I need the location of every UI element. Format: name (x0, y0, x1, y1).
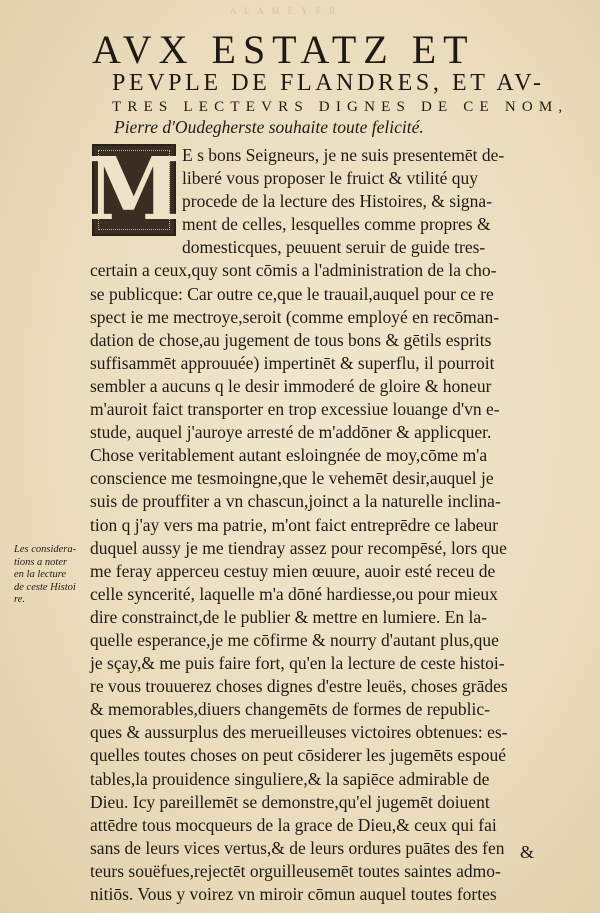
text-line: sembler a aucuns q le desir immoderé de gloire & honeur (90, 375, 492, 396)
margin-note-line: tions a noter (14, 556, 68, 568)
text-line: teurs souëfues,rejectēt orguilleusemēt toutes saintes admo- (90, 860, 501, 881)
text-line: je sçay,& me puis faire fort, qu'en la lecture de ceste histoi- (90, 653, 505, 674)
text-line: tion q j'ay vers ma patrie, m'ont faict entreprēdre ce labeur (90, 514, 499, 535)
text-line: quelle esperance,je me cōfirme & nourry d'autant plus,que (90, 629, 499, 650)
text-line: certain a ceux,quy sont cōmis a l'administration de la cho- (90, 260, 497, 281)
margin-note (14, 544, 86, 607)
text-line: duquel aussy je me tiendray assez pour recompēsé, lors que (90, 537, 507, 558)
margin-note-line: de ceste Histoi (14, 581, 76, 593)
text-line: spect ie me mectroye,seroit (comme employé en recōman- (90, 306, 500, 327)
text-line: tables,la prouidence singuliere,& la sapiēce admirable de (90, 768, 490, 789)
text-line: domesticques, peuuent seruir de guide tres- (182, 237, 486, 258)
text-line: se publicque: Car outre ce,que le trauail,auquel pour ce re (90, 283, 494, 304)
initial-letter: M (86, 139, 182, 240)
text-line: E s bons Seigneurs, je ne suis presentemēt de- (182, 145, 505, 165)
bleed-through-text: A L A M E Y E R (230, 6, 339, 16)
text-line: Chose veritablement autant esloingnée de moy,cōme m'a (90, 445, 488, 466)
text-line: me feray apperceu cestuy mien œuure, auoir esté receu de (90, 560, 496, 581)
salutation: Pierre d'Oudegherste souhaite toute felicité. (114, 117, 424, 137)
text-line: dire constrainct,de le publier & mettre en lumiere. En la- (90, 606, 487, 627)
text-line: attēdre tous mocqueurs de la grace de Dieu,& ceux qui fai (90, 814, 497, 835)
text-line: & memorables,diuers changemēts de formes de republic- (90, 699, 490, 720)
text-line: nitiōs. Vous y voirez vn miroir cōmun auquel toutes fortes (90, 884, 497, 904)
text-line: suffisammēt approuuée) impertinēt & superflu, il pourroit (90, 352, 495, 373)
text-line: quelles toutes choses on peut cōsiderer les jugemēts espoué (90, 745, 507, 766)
margin-note-line: Les considera- (14, 544, 77, 555)
title-line-1: AVX ESTATZ ET (92, 27, 475, 72)
text-line: re vous trouuerez choses dignes d'estre leuës, choses grādes (90, 676, 508, 697)
title-line-2: PEVPLE DE FLANDRES, ET AV- (112, 70, 545, 96)
text-line: ques & aussurplus des merueilleuses victoires obtenues: es- (90, 722, 508, 743)
text-line: liberé vous proposer le fruict & vtilité quy (182, 168, 478, 189)
text-line: celle syncerité, laquelle m'a dōné hardiesse,ou pour mieux (90, 583, 498, 604)
margin-note-line: re. (14, 594, 25, 605)
text-line: conscience me tesmoingne,que le vehemēt desir,auquel je (90, 468, 494, 489)
text-line: stude, auquel j'auroye arresté de m'addōner & applicquer. (90, 422, 492, 443)
text-line: sans de leurs vices vertus,& de leurs ordures puātes des fen (90, 837, 505, 858)
catchword: & (520, 842, 535, 862)
text-line: suis de prouffiter a vn chascun,joinct a la naturelle inclina- (90, 491, 501, 512)
title-line-3: TRES LECTEVRS DIGNES DE CE NOM, (112, 99, 569, 115)
text-line: ment de celles, lesquelles comme propres & (182, 214, 491, 235)
text-line: dation de chose,au jugement de tous bons & gētils esprits (90, 329, 492, 350)
text-line: m'auroit faict transporter en trop excessiue louange d'vn e- (90, 399, 500, 420)
body-text (90, 144, 540, 906)
margin-note-line: en la lecture (14, 569, 67, 580)
text-line: Dieu. Icy pareillemēt se demonstre,qu'el jugemēt doiuent (90, 791, 490, 812)
text-line: procede de la lecture des Histoires, & signa- (182, 191, 493, 212)
